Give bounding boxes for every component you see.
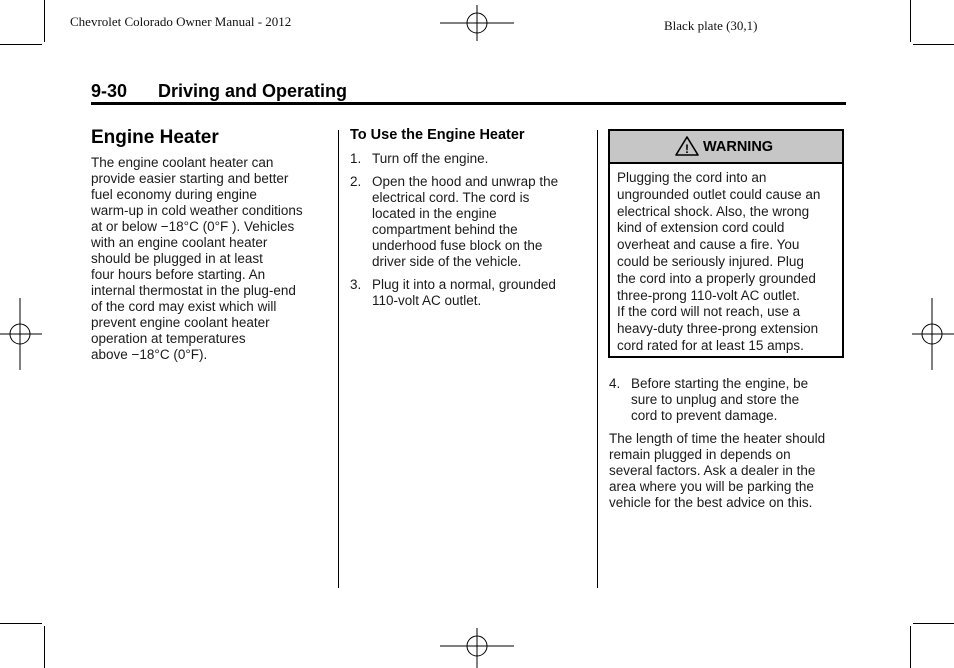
text-line: with an engine coolant heater [91, 235, 268, 250]
step-number: 2. [350, 174, 362, 189]
text-line: operation at temperatures [91, 331, 246, 346]
text-line: three-prong 110-volt AC outlet. [617, 287, 800, 303]
procedure-heading: To Use the Engine Heater [350, 127, 525, 143]
text-line: could be seriously injured. Plug [617, 253, 804, 269]
text-line: overheat and cause a fire. You [617, 237, 800, 253]
text-line: several factors. Ask a dealer in the [609, 463, 816, 478]
text-line: compartment behind the [372, 222, 518, 237]
text-line: above −18°C (0°F). [91, 347, 208, 362]
registration-mark-bottom [440, 628, 516, 668]
registration-mark-right [912, 298, 954, 370]
text-line: The engine coolant heater can [91, 155, 274, 170]
text-line: should be plugged in at least [91, 251, 263, 266]
text-line: internal thermostat in the plug-end [91, 283, 296, 298]
text-line: warm-up in cold weather conditions [91, 203, 303, 218]
warning-text [617, 170, 843, 355]
text-line: If the cord will not reach, use a [617, 304, 801, 320]
warning-header [610, 131, 842, 164]
text-line: provide easier starting and better [91, 171, 289, 186]
registration-mark-top [440, 5, 516, 41]
text-line: Plugging the cord into an [617, 170, 767, 185]
text-line: kind of extension cord could [617, 220, 785, 236]
step-number: 4. [609, 376, 621, 391]
text-line: electrical cord. The cord is [372, 190, 530, 205]
svg-text:!: ! [685, 142, 689, 156]
text-line: Open the hood and unwrap the [372, 174, 559, 189]
intro-paragraph [91, 155, 323, 363]
column-divider-2 [597, 130, 598, 588]
warning-triangle-icon [675, 136, 699, 156]
text-line: ungrounded outlet could cause an [617, 186, 821, 202]
text-line: vehicle for the best advice on this. [609, 495, 813, 510]
manual-title: Chevrolet Colorado Owner Manual - 2012 [70, 14, 292, 29]
text-line: Before starting the engine, be [631, 376, 809, 391]
article-title: Engine Heater [91, 127, 219, 148]
column-divider-1 [338, 130, 339, 588]
text-line: area where you will be parking the [609, 479, 814, 494]
text-line: four hours before starting. An [91, 267, 266, 282]
text-line: driver side of the vehicle. [372, 254, 522, 269]
text-line: the cord into a properly grounded [617, 270, 816, 286]
text-line: at or below −18°C (0°F ). Vehicles [91, 219, 295, 234]
section-heading [91, 80, 846, 105]
text-line: 110-volt AC outlet. [372, 293, 482, 308]
closing-paragraph [609, 431, 847, 511]
text-line: cord to prevent damage. [631, 408, 778, 423]
text-line: located in the engine [372, 206, 497, 221]
text-line: remain plugged in depends on [609, 447, 791, 462]
text-line: Plug it into a normal, grounded [372, 277, 556, 292]
text-line: underhood fuse block on the [372, 238, 543, 253]
step-number: 1. [350, 151, 362, 166]
text-line: heavy-duty three-prong extension [617, 321, 819, 337]
registration-mark-left [0, 298, 42, 370]
text-line: cord rated for at least 15 amps. [617, 337, 804, 353]
warning-box [608, 129, 844, 358]
text-line: The length of time the heater should [609, 431, 826, 446]
text-line: Turn off the engine. [372, 151, 489, 166]
text-line: electrical shock. Also, the wrong [617, 203, 810, 219]
page-number: 9-30 [91, 81, 128, 101]
step-number: 3. [350, 277, 362, 292]
plate-label: Black plate (30,1) [664, 18, 758, 33]
warning-label: WARNING [703, 139, 774, 155]
section-name: Driving and Operating [158, 81, 348, 101]
text-line: of the cord may exist which will [91, 299, 277, 314]
text-line: prevent engine coolant heater [91, 315, 270, 330]
text-line: fuel economy during engine [91, 187, 257, 202]
text-line: sure to unplug and store the [631, 392, 800, 407]
